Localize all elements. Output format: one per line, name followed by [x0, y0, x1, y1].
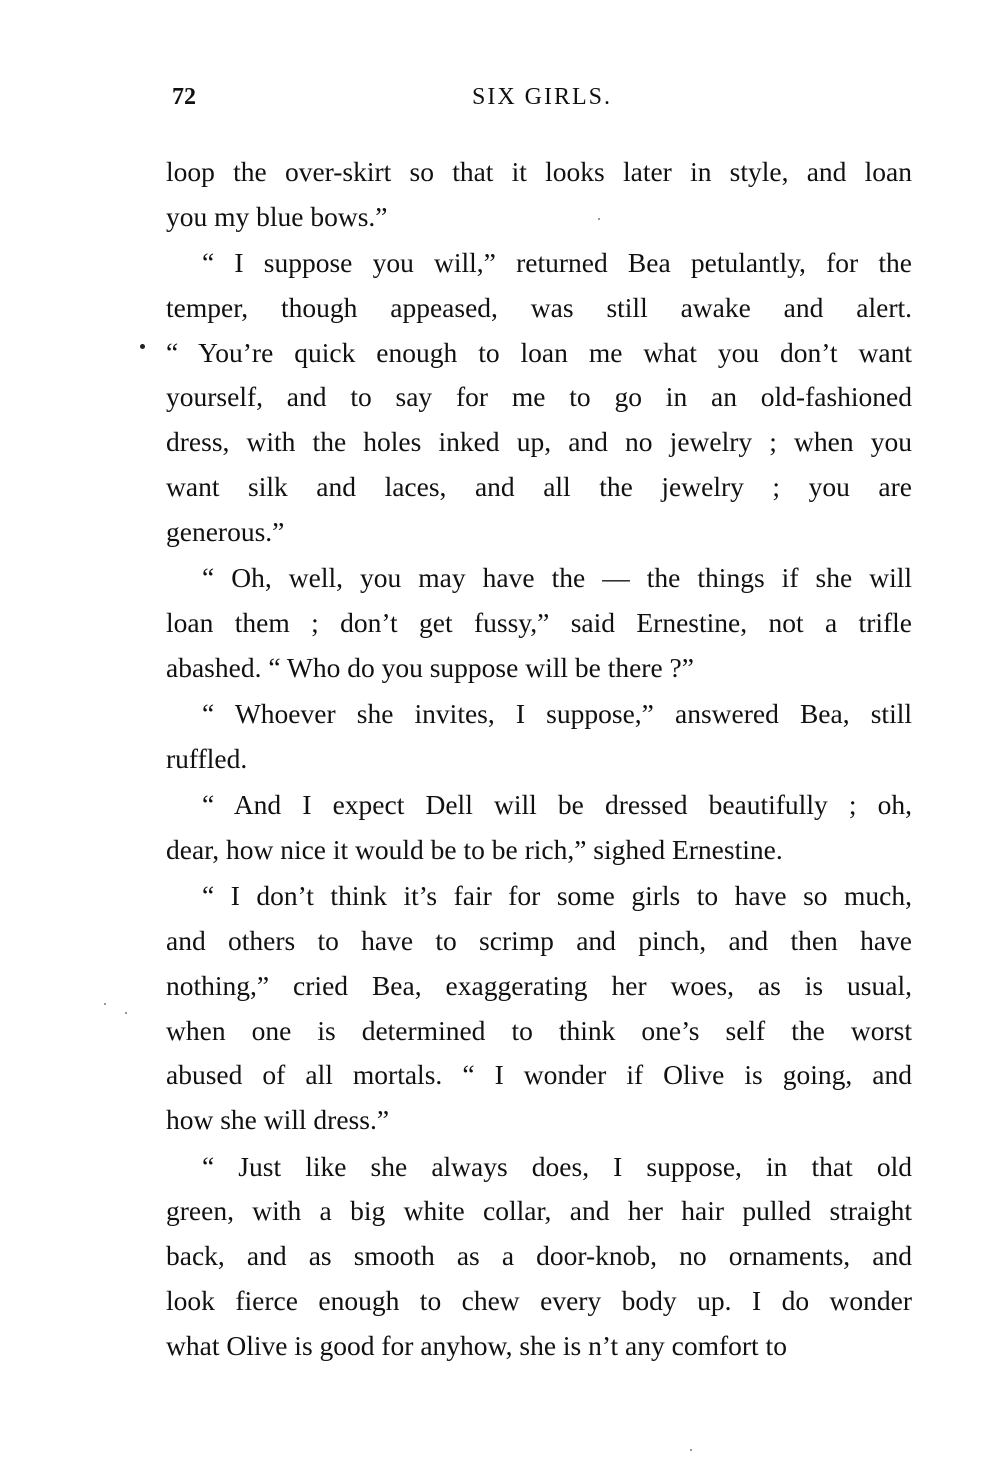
page-number: 72 [172, 84, 196, 110]
body-text [166, 150, 912, 1370]
text-line: “ I suppose you will,” returned Bea petulantly, for the [202, 247, 912, 279]
paragraph [166, 556, 912, 690]
page-header [172, 84, 912, 118]
text-line: when one is determined to think one’s self the worst [166, 1014, 912, 1046]
text-line: yourself, and to say for me to go in an old-fashioned [166, 381, 912, 413]
text-line: “ Oh, well, you may have the — the things if she will [202, 562, 912, 594]
text-line: what Olive is good for anyhow, she is n’t any comfort to [166, 1329, 787, 1361]
text-line: generous.” [166, 515, 285, 547]
text-line: green, with a big white collar, and her hair pulled straight [166, 1195, 912, 1227]
text-line: and others to have to scrimp and pinch, and then have [166, 925, 912, 957]
scan-speck [125, 1012, 127, 1014]
text-line: “ You’re quick enough to loan me what you don’t want [166, 336, 912, 368]
text-line: back, and as smooth as a door-knob, no ornaments, and [166, 1240, 912, 1272]
paragraph [166, 241, 912, 555]
text-line: dear, how nice it would be to be rich,” sighed Ernestine. [166, 833, 783, 865]
running-head: SIX GIRLS. [471, 84, 612, 110]
text-line: loan them ; don’t get fussy,” said Ernestine, not a trifle [166, 606, 912, 638]
scan-speck [690, 1449, 692, 1451]
text-line: ruffled. [166, 742, 248, 774]
paragraph [166, 874, 912, 1143]
text-line: abashed. “ Who do you suppose will be there ?” [166, 651, 694, 683]
scan-speck [104, 1003, 106, 1005]
text-line: nothing,” cried Bea, exaggerating her woes, as is usual, [166, 969, 912, 1001]
margin-mark [140, 344, 145, 349]
paragraph [166, 1145, 912, 1369]
text-line: dress, with the holes inked up, and no jewelry ; when you [166, 426, 912, 458]
paragraph [166, 783, 912, 873]
text-line: “ Just like she always does, I suppose, in that old [202, 1150, 912, 1182]
paragraph [166, 150, 912, 240]
text-line: temper, though appeased, was still awake and alert. [166, 291, 912, 323]
text-line: “ I don’t think it’s fair for some girls to have so much, [202, 880, 912, 912]
text-line: “ Whoever she invites, I suppose,” answered Bea, still [202, 698, 912, 730]
text-line: loop the over-skirt so that it looks later in style, and loan [166, 156, 912, 187]
text-line: you my blue bows.” [166, 200, 388, 232]
text-line: how she will dress.” [166, 1104, 390, 1136]
text-line: “ And I expect Dell will be dressed beautifully ; oh, [202, 789, 912, 821]
text-line: want silk and laces, and all the jewelry ; you are [166, 471, 912, 503]
paragraph [166, 692, 912, 782]
text-line: abused of all mortals. “ I wonder if Olive is going, and [166, 1059, 912, 1091]
text-line: look fierce enough to chew every body up. I do wonder [166, 1284, 912, 1316]
